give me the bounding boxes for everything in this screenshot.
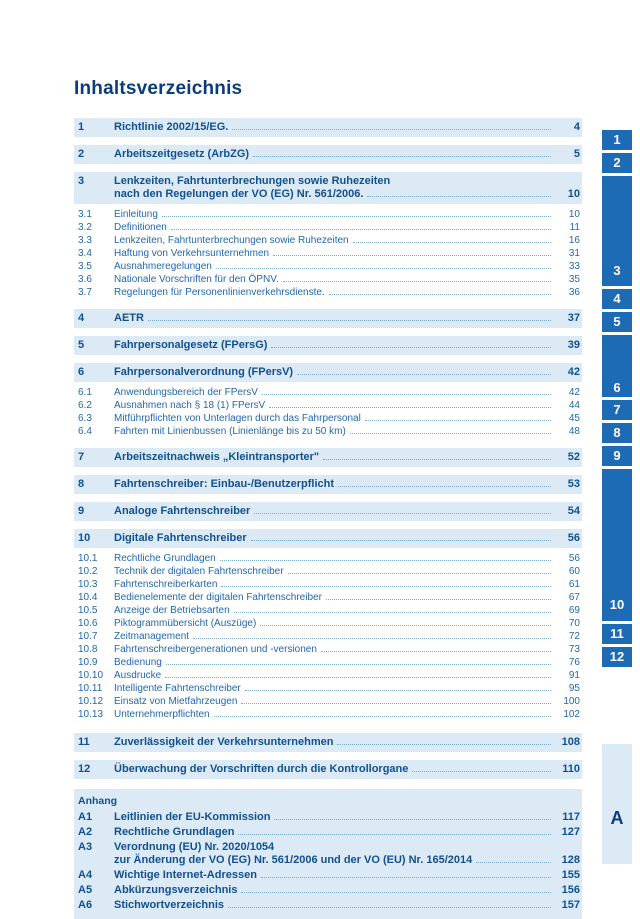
toc-label: Fahrtenschreiberkarten [114,579,218,590]
toc-number: 3.7 [78,287,92,298]
chapter-tab-7[interactable]: 7 [602,400,632,420]
toc-number: 10.11 [78,683,103,694]
toc-leader [329,286,551,295]
toc-number: 6 [78,366,85,378]
toc-number: 10.12 [78,696,104,707]
toc-number: 10.8 [78,644,98,655]
toc-page: 45 [568,413,580,424]
toc-label: Anzeige der Betriebsarten [114,605,230,616]
toc-page: 39 [567,339,580,351]
toc-label: Fahrten mit Linienbussen (Linienlänge bis zu 50 km) [114,426,346,437]
chapter-tab-1[interactable]: 1 [602,130,632,150]
appendix-label: Wichtige Internet-Adressen [114,869,257,881]
toc-leader [321,643,551,652]
appendix-label: Abkürzungsverzeichnis [114,884,238,896]
chapter-tab-12[interactable]: 12 [602,647,632,667]
toc-label: Definitionen [114,222,167,233]
toc-number: 1 [78,121,85,133]
toc-label: Fahrtenschreibergenerationen und -versionen [114,644,317,655]
toc-page: 44 [568,400,580,411]
chapter-tab-11[interactable]: 11 [602,624,632,644]
toc-number: 10.10 [78,670,104,681]
toc-entry[interactable] [74,208,582,221]
appendix-label: Rechtliche Grundlagen [114,826,235,838]
toc-content [74,78,582,919]
toc-entry[interactable] [74,386,582,399]
toc-label: Rechtliche Grundlagen [114,553,216,564]
toc-label: Nationale Vorschriften für den ÖPNV. [114,274,279,285]
toc-page: 56 [567,532,580,544]
toc-number: 10.9 [78,657,98,668]
appendix-number: A6 [78,899,93,911]
toc-leader [476,854,551,863]
toc-page: 56 [568,553,580,564]
toc-leader [221,578,551,587]
toc-leader [214,708,551,717]
toc-label: Lenkzeiten, Fahrtunterbrechungen sowie Ruhezeiten [114,175,391,187]
appendix-number: A3 [78,841,93,853]
toc-page: 4 [573,121,580,133]
toc-number: 10.13 [78,709,104,720]
toc-entry[interactable] [74,529,582,548]
chapter-tab-9[interactable]: 9 [602,446,632,466]
toc-page: 100 [563,696,580,707]
appendix-entry[interactable] [74,840,582,854]
toc-leader [245,682,551,691]
table-of-contents [74,118,582,919]
toc-label: Fahrpersonalverordnung (FPersV) [114,366,294,378]
toc-label: Überwachung der Vorschriften durch die Kontrollorgane [114,763,409,775]
toc-label: Technik der digitalen Fahrtenschreiber [114,566,284,577]
toc-leader [323,451,551,460]
toc-entry[interactable] [74,412,582,425]
toc-number: 6.2 [78,400,92,411]
appendix-entry[interactable] [74,825,582,840]
toc-leader [241,695,551,704]
toc-number: 3 [78,175,85,187]
chapter-tab-5[interactable]: 5 [602,312,632,332]
toc-number: 3.3 [78,235,92,246]
toc-entry[interactable] [74,565,582,578]
toc-leader [261,869,551,878]
toc-entry[interactable] [74,708,582,721]
toc-page: 76 [568,657,580,668]
toc-leader [193,630,551,639]
toc-label: Bedienung [114,657,162,668]
appendix-page: 156 [561,884,580,896]
toc-label: Bedienelemente der digitalen Fahrtenschreiber [114,592,322,603]
toc-leader [274,811,551,820]
toc-entry[interactable] [74,273,582,286]
toc-entry[interactable] [74,669,582,682]
toc-entry[interactable] [74,578,582,591]
chapter-tab-6[interactable]: 6 [602,335,632,397]
appendix-number: A2 [78,826,93,838]
toc-page: 36 [568,287,580,298]
appendix-page: 155 [561,869,580,881]
toc-entry[interactable] [74,630,582,643]
toc-number: 10.1 [78,553,98,564]
toc-entry[interactable] [74,733,582,752]
toc-leader [271,339,551,348]
toc-label: Intelligente Fahrtenschreiber [114,683,241,694]
toc-page: 102 [563,709,580,720]
toc-number: 12 [78,763,91,775]
toc-leader [412,763,551,772]
toc-page: 67 [568,592,580,603]
toc-entry[interactable] [74,502,582,521]
toc-number: 10.7 [78,631,98,642]
toc-leader [297,366,551,375]
appendix-entry-continuation[interactable] [74,854,582,868]
toc-label: Analoge Fahrtenschreiber [114,505,251,517]
toc-page: 110 [562,763,580,775]
toc-leader [254,505,551,514]
toc-entry[interactable] [74,643,582,656]
toc-leader [260,617,551,626]
toc-entry[interactable] [74,617,582,630]
toc-page: 16 [568,235,580,246]
appendix-number: A5 [78,884,93,896]
toc-number: 3.5 [78,261,92,272]
toc-label: Fahrtenschreiber: Einbau-/Benutzerpflicht [114,478,335,490]
toc-page: 73 [568,644,580,655]
chapter-tab-10[interactable]: 10 [602,469,632,621]
toc-page: 42 [568,387,580,398]
toc-entry[interactable] [74,221,582,234]
toc-leader [162,208,551,217]
toc-number: 10.5 [78,605,98,616]
appendix-label: Stichwortverzeichnis [114,899,225,911]
toc-leader [273,247,551,256]
toc-page: 61 [568,579,580,590]
toc-page: 31 [568,248,580,259]
toc-number: 10.2 [78,566,98,577]
toc-page: 42 [567,366,580,378]
toc-label: Piktogrammübersicht (Auszüge) [114,618,257,629]
appendix-label: Verordnung (EU) Nr. 2020/1054 [114,841,275,853]
toc-leader [269,399,551,408]
toc-leader [216,260,551,269]
appendix-entry[interactable] [74,883,582,898]
toc-leader [367,188,551,197]
toc-leader [171,221,551,230]
toc-leader [338,478,551,487]
toc-entry[interactable] [74,604,582,617]
toc-leader [165,669,551,678]
appendix-entry[interactable] [74,898,582,913]
toc-leader [148,312,551,321]
toc-page: 10 [568,209,580,220]
toc-leader [326,591,551,600]
toc-label: Anwendungsbereich der FPersV [114,387,258,398]
toc-page: 54 [567,505,580,517]
toc-label: Digitale Fahrtenschreiber [114,532,247,544]
toc-label: Arbeitszeitnachweis „Kleintransporter" [114,451,320,463]
appendix-entry[interactable] [74,810,582,825]
toc-leader [232,121,551,130]
toc-number: 7 [78,451,85,463]
toc-label: Zuverlässigkeit der Verkehrsunternehmen [114,736,334,748]
toc-label: Lenkzeiten, Fahrtunterbrechungen sowie Ruhezeiten [114,235,349,246]
toc-entry[interactable] [74,286,582,299]
chapter-tab-3[interactable]: 3 [602,176,632,286]
chapter-tab-4[interactable]: 4 [602,289,632,309]
toc-page: 11 [569,222,580,233]
appendix-page: 117 [562,811,580,823]
toc-number: 6.4 [78,426,92,437]
toc-number: 3.6 [78,274,92,285]
toc-entry[interactable] [74,399,582,412]
toc-page: 70 [568,618,580,629]
toc-page: 37 [567,312,580,324]
toc-leader [350,425,551,434]
toc-page: 48 [568,426,580,437]
toc-number: 10 [78,532,91,544]
toc-entry[interactable] [74,336,582,355]
toc-entry[interactable] [74,145,582,164]
toc-label: Regelungen für Personenlinienverkehrsdienste. [114,287,325,298]
toc-page: 5 [573,148,580,160]
page-title: Inhaltsverzeichnis [74,78,243,99]
toc-page: 35 [568,274,580,285]
appendix-label-line2: zur Änderung der VO (EG) Nr. 561/2006 und der VO (EU) Nr. 165/2014 [114,854,473,866]
toc-label: Unternehmerpflichten [114,709,210,720]
appendix-page: 128 [561,854,580,866]
toc-entry[interactable] [74,760,582,779]
toc-entry[interactable] [74,695,582,708]
toc-leader [166,656,551,665]
toc-label: Zeitmanagement [114,631,190,642]
toc-number: 5 [78,339,85,351]
toc-number: 10.4 [78,592,98,603]
toc-number: 10.6 [78,618,98,629]
toc-page: 52 [567,451,580,463]
toc-leader [238,826,551,835]
toc-leader [234,604,551,613]
toc-entry[interactable] [74,682,582,695]
toc-leader [283,273,551,282]
toc-number: 8 [78,478,85,490]
toc-page: 69 [568,605,580,616]
toc-number: 6.3 [78,413,92,424]
toc-entry[interactable] [74,260,582,273]
toc-leader [288,565,551,574]
toc-label: Einsatz von Mietfahrzeugen [114,696,238,707]
appendix-label: Leitlinien der EU-Kommission [114,811,271,823]
toc-leader [262,386,551,395]
appendix-number: A4 [78,869,93,881]
toc-number: 6.1 [78,387,92,398]
toc-label: Ausnahmen nach § 18 (1) FPersV [114,400,266,411]
toc-label: Ausnahmeregelungen [114,261,212,272]
appendix-page: 157 [561,899,580,911]
toc-number: 10.3 [78,579,98,590]
toc-entry[interactable] [74,656,582,669]
toc-label: Einleitung [114,209,158,220]
appendix-number: A1 [78,811,93,823]
toc-entry[interactable] [74,448,582,467]
toc-page: 72 [568,631,580,642]
toc-number: 11 [78,736,90,748]
toc-label-line2: nach den Regelungen der VO (EG) Nr. 561/2006. [114,188,364,200]
toc-entry[interactable] [74,172,582,188]
toc-leader [253,148,551,157]
toc-label: Haftung von Verkehrsunternehmen [114,248,270,259]
toc-entry[interactable] [74,552,582,565]
toc-entry[interactable] [74,118,582,137]
toc-page: 95 [568,683,580,694]
toc-number: 3.4 [78,248,92,259]
toc-leader [220,552,551,561]
toc-leader [228,899,551,908]
toc-page: 33 [568,261,580,272]
chapter-tab-strip [602,130,632,670]
toc-entry[interactable] [74,247,582,260]
toc-page: 60 [568,566,580,577]
toc-label: AETR [114,312,144,324]
chapter-tab-2[interactable]: 2 [602,153,632,173]
toc-entry[interactable] [74,425,582,438]
toc-leader [353,234,551,243]
toc-number: 2 [78,148,85,160]
appendix-entry[interactable] [74,868,582,883]
toc-entry[interactable] [74,234,582,247]
toc-label: Fahrpersonalgesetz (FPersG) [114,339,268,351]
toc-entry[interactable] [74,309,582,328]
appendix-page: 127 [561,826,580,838]
toc-leader [251,532,551,541]
chapter-tab-8[interactable]: 8 [602,423,632,443]
toc-leader [365,412,551,421]
toc-entry[interactable] [74,475,582,494]
toc-label: Mitführpflichten von Unterlagen durch das Fahrpersonal [114,413,361,424]
toc-number: 9 [78,505,85,517]
toc-page: 108 [561,736,580,748]
toc-leader [337,736,551,745]
appendix-section [74,789,582,919]
appendix-heading: Anhang [78,795,118,807]
toc-entry-continuation[interactable] [74,188,582,204]
toc-number: 3.1 [78,209,92,220]
toc-entry[interactable] [74,591,582,604]
toc-page: 91 [568,670,580,681]
toc-label: Arbeitszeitgesetz (ArbZG) [114,148,250,160]
appendix-tab-letter[interactable]: A [610,808,624,828]
toc-leader [241,884,551,893]
toc-label: Ausdrucke [114,670,162,681]
toc-page: 10 [567,188,580,200]
toc-page: 53 [567,478,580,490]
toc-label: Richtlinie 2002/15/EG. [114,121,229,133]
toc-entry[interactable] [74,363,582,382]
toc-number: 4 [78,312,85,324]
appendix-tab-block[interactable] [602,744,632,864]
toc-number: 3.2 [78,222,92,233]
